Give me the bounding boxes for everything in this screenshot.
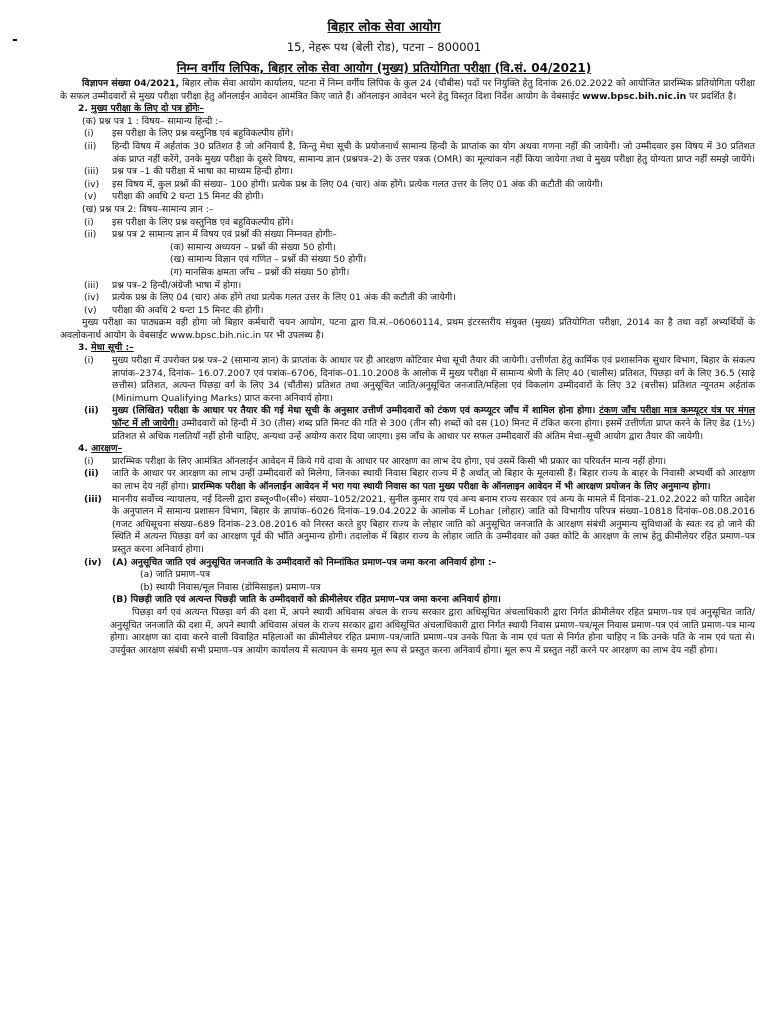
item-number: (iii) [84,166,99,178]
item-text: प्रारम्भिक परीक्षा के लिए आमंत्रित ऑनलाईन आवेदन में किये गये दावा के आधार पर आरक्षण का लाभ देय होगा, एवं उसमें किसी भी प्रकार का परिवर्तन मान्य नहीं होगा। [112,455,667,467]
section-2-heading: 2. मुख्य परीक्षा के लिए दो पत्र होंगेः– [78,103,204,115]
org-title: बिहार लोक सेवा आयोग [327,20,441,35]
item-number: (i) [84,455,94,467]
item-number: (i) [84,216,94,228]
list-item [60,141,755,166]
item-text: प्रश्न पत्र –1 की परीक्षा में भाषा का माध्यम हिन्दी होगा। [112,166,293,178]
advt-number: विज्ञापन संख्या 04/2021, [82,78,180,89]
item-text: इस विषय में, कुल प्रश्नों की संख्या– 100 होगी। प्रत्येक प्रश्न के लिए 04 (चार) अंक होंगे। प्रत्येक गलत उत्तर के लिए 01 अंक की कटौती की जायेगी। [112,178,603,190]
list-item [60,166,755,179]
typing-test-note: टंकण जाँच परीक्षा मात्र कम्प्यूटर यंत्र पर मंगल फॉन्ट में ली जायेगी। [112,405,755,430]
document-body [60,78,755,657]
list-item [60,128,755,141]
subject-group: (ख) सामान्य विज्ञान एवं गणित – प्रश्नों की संख्या 50 होगी। [170,254,367,266]
list-item [60,229,755,242]
domicile-certificate: (b) स्थायी निवास/मूल निवास (डोमिसाइल) प्रमाण–पत्र [140,581,321,593]
item-text: इस परीक्षा के लिए प्रश्न वस्तुनिष्ठ एवं बहुविकल्पीय होंगे। [112,216,294,228]
typing-test-item: (ii) मुख्य (लिखित) परीक्षा के आधार पर तैयार की गई मेधा सूची के अनुसार उत्तीर्ण उम्मीदवारों को टंकण एवं कम्प्यूटर जाँच में शामिल होना होगा। टंकण जाँच परीक्षा मात्र कम्प्यूटर यंत्र पर मंगल फॉन्ट में ली जायेगी। उम्मीदवारों को हिन्दी में 30 (तीस) शब्द प्रति मिनट की गति से 300 (तीन सौ) शब्दों को दस (10) मिनट में टंकित करना होगा। इसमें उत्तीर्णता प्राप्त करने के लिए डेढ (1½) प्रतिशत से अधिक गलतियाँ नहीं होनी चाहिए, अन्यथा उन्हें अयोग्य करार दिया जाएगा। इस जाँच के आधार पर सफल उम्मीदवारों की अंतिम मेधा–सूची आयोग द्वारा तैयार की जायेगी। [84,405,755,442]
item-number: (iii) [84,279,99,291]
item-number: (i) [84,128,94,140]
paper-2-label: (ख) प्रश्न पत्र 2: विषय–सामान्य ज्ञान :– [82,203,214,215]
item-number: (ii) [84,229,97,241]
reservation-items [60,456,755,469]
item-number: (v) [84,304,97,316]
item-text: हिन्दी विषय में अर्हतांक 30 प्रतिशत है जो अनिवार्य है, किन्तु मेधा सूची के प्रयोजनार्थ सामान्य हिन्दी के प्राप्तांक का योग अथवा गणना नहीं की जायेगी। जो उम्मीदवार इस विषय में 30 प्रतिशत अंक प्राप्त नहीं करेंगे, उनके मुख्य परीक्षा के दूसरे विषय, सामान्य ज्ञान (प्रश्नपत्र–2) के उत्तर पत्रक (OMR) का मूल्यांकन नहीं किया जायेगा तथा वे मुख्य परीक्षा हेतु योग्यता प्राप्त नहीं समझे जायेंगे। [112,140,755,165]
subject-group: (ग) मानसिक क्षमता जाँच – प्रश्नों की संख्या 50 होगी। [170,266,350,278]
list-item [60,217,755,230]
list-item [60,280,755,293]
section-3-heading: 3. मेधा सूची :– [78,342,134,354]
section-4-heading: 4. आरक्षण– [78,443,123,455]
subject-group: (क) सामान्य अध्ययन – प्रश्नों की संख्या 50 होगी। [170,241,336,253]
paper-2-list-b [60,280,755,318]
item-text: परीक्षा की अवधि 2 घन्टा 15 मिनट की होगी। [112,191,264,203]
list-item [60,292,755,305]
corner-mark: - [12,32,18,48]
item-text: परीक्षा की अवधि 2 घन्टा 15 मिनट की होगी। [112,304,264,316]
list-item [60,456,755,469]
syllabus-note: मुख्य परीक्षा का पाठ्यक्रम वही होगा जो बिहार कर्मचारी चयन आयोग, पटना द्वारा वि.सं.–06060114, प्रथम इंटरस्तरीय संयुक्त (मुख्य) प्रतियोगिता परीक्षा, 2014 का है तथा वहाँ अभ्यर्थियों के अवलोकनार्थ आयोग के वेबसाईट www.bpsc.bih.nic.in पर भी उपलब्ध है। [60,317,755,341]
reservation-item-4: (iv) (A) अनुसूचित जाति एवं अनुसूचित जनजाति के उम्मीदवारों को निम्नांकित प्रमाण–पत्र जमा करना अनिवार्य होगा :– [84,556,497,568]
item-number: (v) [84,191,97,203]
creamy-layer-note: (B) पिछड़ी जाति एवं अत्यन्त पिछड़ी जाति के उम्मीदवारों को क्रीमीलेयर रहित प्रमाण–पत्र जमा करना अनिवार्य होगा। [112,594,501,606]
paper-1-list [60,128,755,204]
intro-paragraph: विज्ञापन संख्या 04/2021, बिहार लोक सेवा आयोग कार्यालय, पटना में निम्न वर्गीय लिपिक के कुल 24 (चौबीस) पदों पर नियुक्ति हेतु दिनांक 26.02.2022 को आयोजित प्रारम्भिक प्रतियोगिता परीक्षा के सफल उम्मीदवारों से मुख्य परीक्षा परीक्षा हेतु ऑनलाईन आवेदन आमंत्रित किए जाते हैं। ऑनलाइन आवेदन भरने हेतु विस्तृत दिशा निर्देश आयोग के वेबसाईट www.bpsc.bih.nic.in पर प्रदर्शित है। [60,78,756,102]
item-number: (iv) [84,292,100,304]
paper-2-groups [60,242,755,280]
paper-1-label: (क) प्रश्न पत्र 1 : विषय– सामान्य हिन्दी :– [82,115,223,127]
item-text: प्रश्न पत्र–2 हिन्दी/अंग्रेजी भाषा में होगा। [112,279,242,291]
item-number: (ii) [84,140,97,152]
item-text: प्रश्न पत्र 2 सामान्य ज्ञान में विषय एवं प्रश्नों की संख्या निम्नवत होगीः– [112,229,337,241]
closing-paragraph: पिछड़ा वर्ग एवं अत्यन्त पिछड़ा वर्ग की दशा में, अपने स्थायी अधिवास अंचल के राज्य सरकार द्वारा अधिसूचित अंचलाधिकारी द्वारा निर्गत क्रीमीलेयर रहित प्रमाण–पत्र एवं अनुसूचित जाति/अनुसूचित जनजाति की दशा में, अपने स्थायी अधिवास अंचल के राज्य सरकार द्वारा अधिसूचित अंचलाधिकारी द्वारा निर्गत स्थायी निवास प्रमाण–पत्र/मूल निवास प्रमाण–पत्र एवं जाति प्रमाण–पत्र मान्य होगा। आरक्षण का दावा करने वाली विवाहित महिलाओं का क्रीमीलेयर रहित प्रमाण–पत्र/जाति प्रमाण–पत्र उनके पिता के नाम एवं पता से निर्गत होना चाहिए न कि उनके पति के नाम एवं पता से। उपर्युक्त आरक्षण संबंधी सभी प्रमाण–पत्र आयोग कार्यालय में सत्यापन के समय मूल रूप से प्रस्तुत करना अनिवार्य होगा। मूल रूप में प्रस्तुत नहीं करने पर आरक्षण का लाभ देय नहीं होगा। [110,606,755,656]
list-item [60,355,755,405]
list-item [60,305,755,318]
reservation-item-3: (iii) माननीय सर्वोच्च न्यायालय, नई दिल्ली द्वारा डब्लू०पी०(सी०) संख्या–1052/2021, सुनील कुमार राय एवं अन्य बनाम राज्य सरकार एवं अन्य के मामले में दिनांक–21.02.2022 को पारित आदेश के अनुपालन में सामान्य प्रशासन विभाग, बिहार के ज्ञापांक–6026 दिनांक–19.04.2022 के आलोक में Lohar (लोहार) जाति को विभागीय परिपत्र संख्या–10818 दिनांक–08.08.2016 (गजट अधिसूचना संख्या–689 दिनांक–23.08.2016 को निरस्त करते हुए बिहार राज्य के लोहार जाति को अनुसूचित जनजाति के आरक्षण संबंधी अनुमान्य सुविधाओं के स्वतः रद हो जाने की स्थिति में अत्यन्त पिछड़ा वर्ग का आरक्षण पूर्व की भाँति अनुमान्य होगी। तदालोक में बिहार राज्य के लोहार जाति के उम्मीदवार को उक्त कोटि के आरक्षण के लाभ हेतु क्रीमीलेयर रहित प्रमाण–पत्र प्रस्तुत करना अनिवार्य होगा। [84,493,755,555]
item-text: मुख्य परीक्षा में उपरोक्त प्रश्न पत्र–2 (सामान्य ज्ञान) के प्राप्तांक के आधार पर ही आरक्षण कोटिवार मेधा सूची तैयार की जायेगी। उत्तीर्णता हेतु कार्मिक एवं प्रशासनिक सुधार विभाग, बिहार के संकल्प ज्ञापांक–2374, दिनांक– 16.07.2007 एवं पत्रांक–6706, दिनांक–01.10.2008 के आलोक में मुख्य परीक्षा में सामान्य श्रेणी के लिए 40 (चालीस) प्रतिशत, पिछड़ा वर्ग के लिए 36.5 (साढ़े छत्तीस) प्रतिशत, अत्यन्त पिछड़ा वर्ग के लिए 34 (चौंतीस) प्रतिशत तथा अनुसूचित जाति/अनुसूचित जनजाति/महिला एवं विकलांग उम्मीदवारों के लिए 32 (बत्तीस) प्रतिशत न्यूनतम अर्हतांक (Minimum Qualifying Marks) प्राप्त करना अनिवार्य होगा। [112,355,755,404]
item-number: (i) [84,355,94,367]
item-number: (iv) [84,178,100,190]
list-item [60,179,755,192]
item-text: इस परीक्षा के लिए प्रश्न वस्तुनिष्ठ एवं बहुविकल्पीय होंगे। [112,128,294,140]
paper-2-list-a [60,217,755,242]
org-address: 15, नेहरू पथ (बेली रोड), पटना – 800001 [286,40,482,54]
item-text: प्रत्येक प्रश्न के लिए 04 (चार) अंक होंगे तथा प्रत्येक गलत उत्तर के लिए 01 अंक की कटौती की जायेगी। [112,292,456,304]
caste-certificate: (a) जाति प्रमाण–पत्र [140,569,211,581]
website-link: www.bpsc.bih.nic.in [582,90,687,102]
exam-title: निम्न वर्गीय लिपिक, बिहार लोक सेवा आयोग (मुख्य) प्रतियोगिता परीक्षा (वि.सं. 04/2021) [176,61,592,75]
list-item [60,191,755,204]
reservation-item-2: (ii) जाति के आधार पर आरक्षण का लाभ उन्हीं उम्मीदवारों को मिलेगा, जिनका स्थायी निवास बिहार राज्य में है अर्थात् जो बिहार के मूलवासी हैं। बिहार राज्य के बाहर के निवासी अभ्यर्थी को आरक्षण का लाभ देय नहीं होगा। प्रारम्भिक परीक्षा के ऑनलाईन आवेदन में भरा गया स्थायी निवास का पता मुख्य परीक्षा के ऑनलाइन आवेदन में भी आरक्षण प्रयोजन के लिए अनुमान्य होगा। [84,468,755,492]
merit-list-items [60,355,755,405]
